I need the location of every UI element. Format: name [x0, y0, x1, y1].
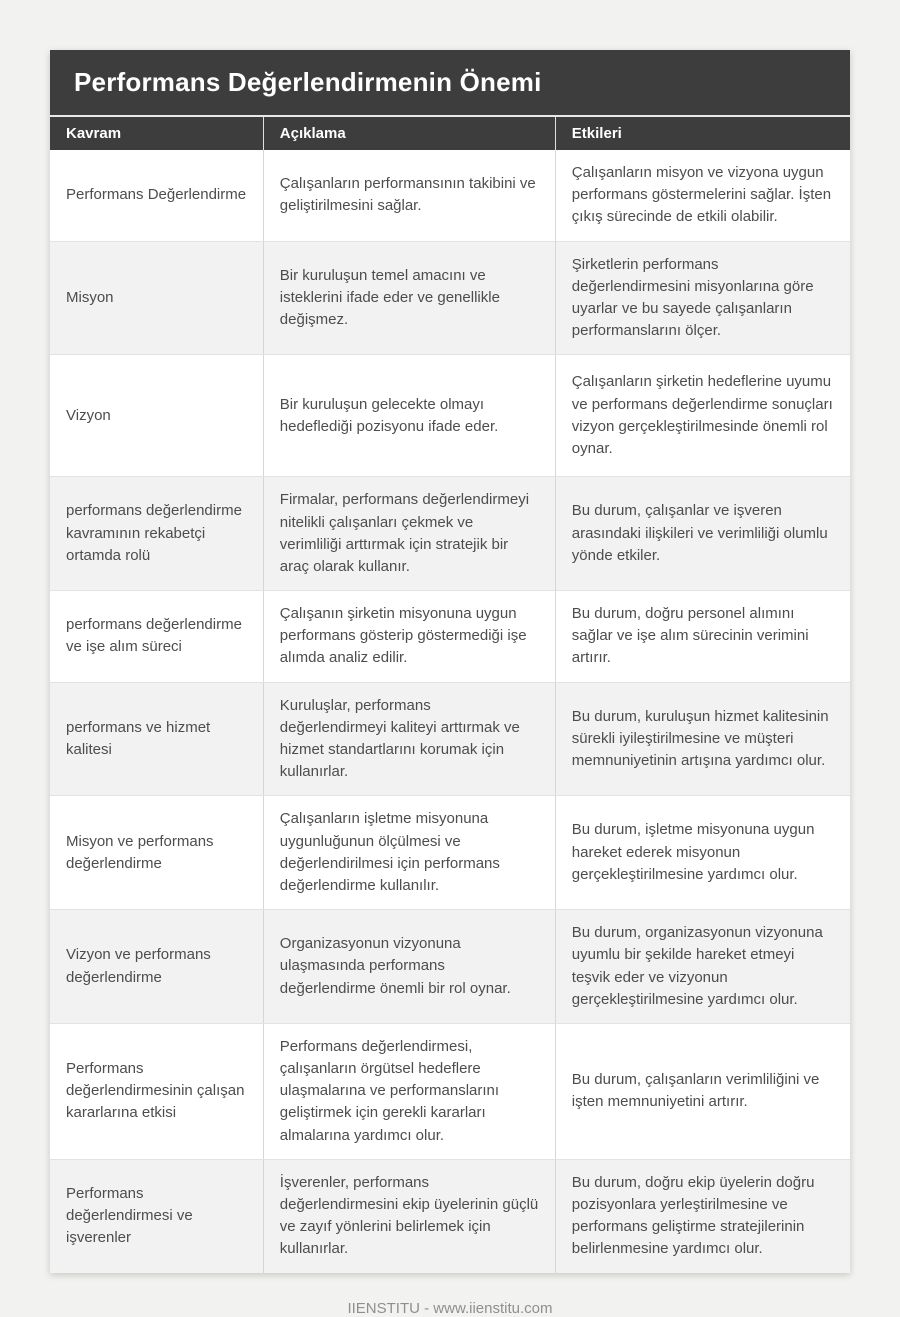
importance-table-card	[50, 50, 850, 1273]
cell-aciklama	[263, 1024, 555, 1159]
table-body	[50, 150, 850, 1273]
cell-etkileri	[555, 591, 850, 682]
cell-kavram	[50, 1024, 263, 1159]
cell-kavram-text: performans ve hizmet kalitesi	[66, 718, 211, 758]
cell-aciklama-text: Organizasyonun vizyonuna ulaşmasında performans değerlendirme önemli bir rol oynar.	[279, 935, 511, 997]
cell-aciklama-text: Performans değerlendirmesi, çalışanların örgütsel hedeflere ulaşmalarına ve performanslarını geliştirmek için gerekli kararları almalarına yardımcı olur.	[279, 1037, 500, 1144]
cell-etkileri-text: Çalışanların misyon ve vizyona uygun performans göstermelerini sağlar. İşten çıkış sürecinde de etkili olabilir.	[571, 164, 832, 226]
cell-aciklama	[263, 150, 555, 241]
cell-aciklama	[263, 910, 555, 1023]
cell-kavram-text: Vizyon	[66, 406, 111, 424]
column-header-kavram: Kavram	[66, 125, 122, 142]
cell-etkileri	[555, 910, 850, 1023]
cell-etkileri	[555, 150, 850, 241]
cell-aciklama-text: Çalışanın şirketin misyonuna uygun performans gösterip göstermediği işe alımda analiz edilir.	[279, 605, 527, 667]
cell-kavram-text: Vizyon ve performans değerlendirme	[66, 946, 211, 986]
table-row	[50, 1023, 850, 1159]
cell-aciklama-text: İşverenler, performans değerlendirmesini ekip üyelerinin güçlü ve zayıf yönlerini belirlemek için kullanırlar.	[279, 1173, 539, 1258]
cell-etkileri	[555, 683, 850, 796]
cell-aciklama-text: Kuruluşlar, performans değerlendirmeyi kaliteyi arttırmak ve hizmet standartlarını korumak için kullanırlar.	[279, 696, 520, 781]
cell-etkileri-text: Bu durum, kuruluşun hizmet kalitesinin sürekli iyileştirilmesine ve müşteri memnuniyetinin artışına yardımcı olur.	[571, 707, 829, 770]
cell-etkileri-text: Bu durum, işletme misyonuna uygun hareket ederek misyonun gerçekleştirilmesine yardımcı olur.	[571, 821, 815, 883]
cell-kavram-text: Misyon	[66, 288, 114, 306]
cell-kavram-text: Performans Değerlendirme	[66, 186, 247, 204]
cell-etkileri-text: Bu durum, doğru ekip üyelerin doğru pozisyonlara yerleştirilmesine ve performans geliştirme stratejilerinin belirlenmesine yardımcı olur.	[571, 1173, 815, 1258]
cell-kavram	[50, 477, 263, 590]
cell-kavram-text: Performans değerlendirmesinin çalışan kararlarına etkisi	[66, 1060, 245, 1122]
cell-aciklama	[263, 477, 555, 590]
cell-aciklama	[263, 242, 555, 355]
cell-aciklama	[263, 796, 555, 909]
table-row	[50, 1159, 850, 1273]
cell-aciklama-text: Çalışanların performansının takibini ve geliştirilmesini sağlar.	[279, 175, 536, 215]
cell-etkileri-text: Bu durum, organizasyonun vizyonuna uyumlu bir şekilde hareket etmeyi teşvik eder ve vizyonun gerçekleştirilmesine yardımcı olur.	[571, 924, 823, 1008]
column-header-etkileri: Etkileri	[555, 117, 850, 150]
cell-aciklama-text: Çalışanların işletme misyonuna uygunluğunun ölçülmesi ve değerlendirilmesi için performans değerlendirme kullanılır.	[279, 810, 500, 894]
table-row	[50, 354, 850, 476]
cell-kavram	[50, 1160, 263, 1273]
column-header-aciklama: Açıklama	[263, 117, 555, 150]
table-row	[50, 682, 850, 796]
cell-kavram	[50, 242, 263, 355]
cell-kavram-text: Performans değerlendirmesi ve işverenler	[66, 1184, 193, 1247]
cell-etkileri-text: Şirketlerin performans değerlendirmesini misyonlarına göre uyarlar ve bu sayede çalışanların performanslarını ölçer.	[571, 255, 814, 340]
table-row	[50, 150, 850, 241]
cell-etkileri-text: Bu durum, doğru personel alımını sağlar ve işe alım sürecinin verimini artırır.	[571, 605, 809, 667]
cell-aciklama	[263, 683, 555, 796]
table-row	[50, 476, 850, 590]
cell-etkileri-text: Bu durum, çalışanlar ve işveren arasındaki ilişkileri ve verimliliği olumlu yönde etkiler.	[571, 502, 828, 564]
cell-etkileri-text: Çalışanların şirketin hedeflerine uyumu ve performans değerlendirme sonuçları vizyon gerçekleştirilmesinde önemli rol oynar.	[571, 373, 833, 457]
cell-etkileri	[555, 1160, 850, 1273]
table-row	[50, 241, 850, 355]
page-title: Performans Değerlendirmenin Önemi	[50, 50, 850, 115]
table-header-row	[50, 115, 850, 150]
table-row	[50, 590, 850, 682]
footer-credit: IIENSTITU - www.iienstitu.com	[347, 1299, 553, 1317]
cell-etkileri	[555, 477, 850, 590]
cell-aciklama-text: Bir kuruluşun temel amacını ve isteklerini ifade eder ve genellikle değişmez.	[279, 266, 500, 329]
cell-aciklama-text: Bir kuruluşun gelecekte olmayı hedeflediği pozisyonu ifade eder.	[279, 395, 499, 435]
cell-kavram	[50, 796, 263, 909]
cell-etkileri-text: Bu durum, çalışanların verimliliğini ve işten memnuniyetini artırır.	[571, 1071, 820, 1111]
table-row	[50, 909, 850, 1023]
cell-kavram	[50, 683, 263, 796]
table-row	[50, 795, 850, 909]
cell-aciklama	[263, 1160, 555, 1273]
cell-kavram	[50, 150, 263, 241]
cell-etkileri	[555, 242, 850, 355]
cell-etkileri	[555, 796, 850, 909]
cell-kavram-text: performans değerlendirme kavramının rekabetçi ortamda rolü	[66, 502, 242, 564]
cell-etkileri	[555, 1024, 850, 1159]
cell-aciklama	[263, 591, 555, 682]
cell-kavram-text: performans değerlendirme ve işe alım süreci	[66, 616, 242, 656]
cell-aciklama	[263, 355, 555, 476]
cell-kavram	[50, 355, 263, 476]
cell-kavram	[50, 591, 263, 682]
cell-etkileri	[555, 355, 850, 476]
cell-aciklama-text: Firmalar, performans değerlendirmeyi nitelikli çalışanları çekmek ve verimliliği arttırmak için stratejik bir araç olarak kullanır.	[279, 491, 530, 575]
cell-kavram-text: Misyon ve performans değerlendirme	[66, 832, 214, 872]
cell-kavram	[50, 910, 263, 1023]
